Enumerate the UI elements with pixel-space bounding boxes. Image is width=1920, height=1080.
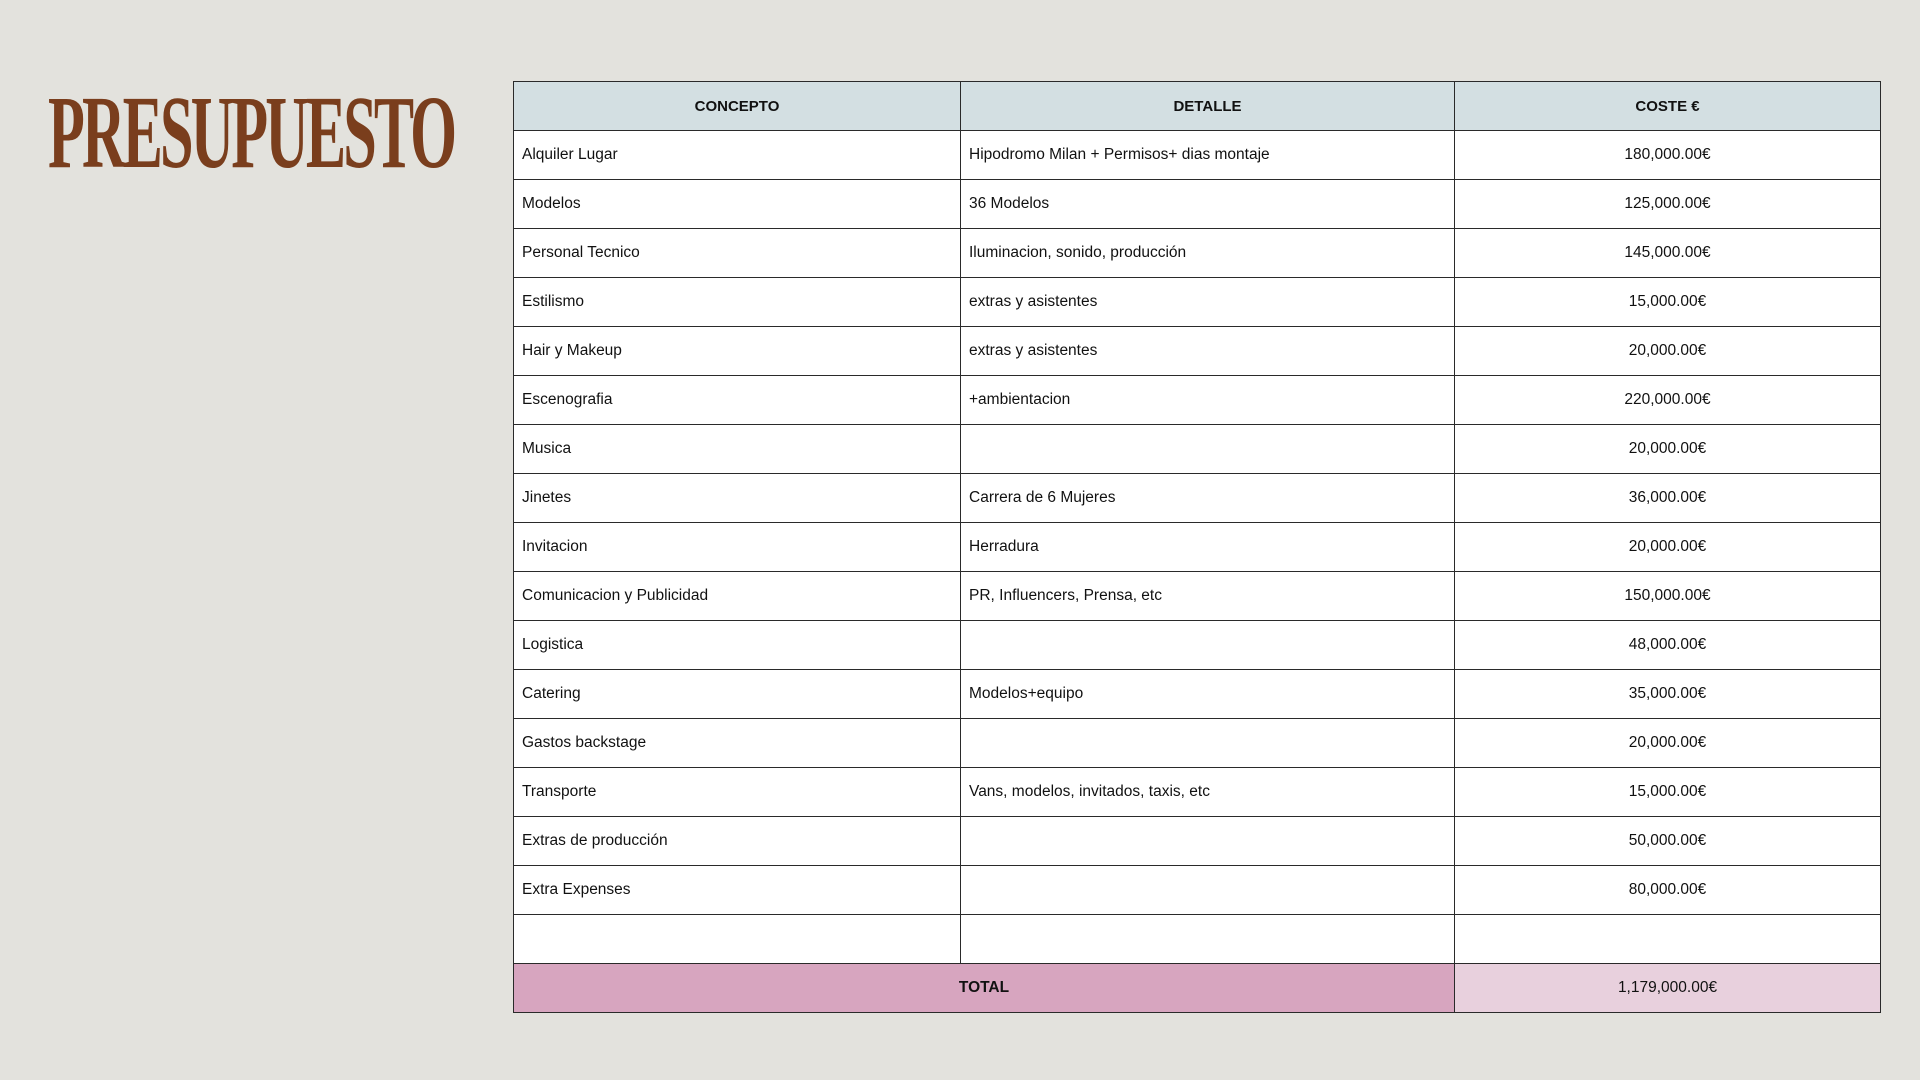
total-value: 1,179,000.00€ [1455,964,1881,1013]
table-row [514,817,1881,866]
concepto-cell: Alquiler Lugar [514,131,961,180]
detalle-cell [961,425,1455,474]
coste-cell: 15,000.00€ [1455,768,1881,817]
table-row [514,621,1881,670]
table-row [514,768,1881,817]
concepto-cell: Escenografia [514,376,961,425]
coste-cell: 80,000.00€ [1455,866,1881,915]
page-title: PRESUPUESTO [48,75,455,190]
coste-cell: 180,000.00€ [1455,131,1881,180]
detalle-cell [961,817,1455,866]
total-row [514,964,1881,1013]
coste-cell: 20,000.00€ [1455,425,1881,474]
detalle-cell [961,866,1455,915]
coste-cell: 20,000.00€ [1455,523,1881,572]
table-row-empty [514,915,1881,964]
coste-cell: 150,000.00€ [1455,572,1881,621]
concepto-cell: Estilismo [514,278,961,327]
coste-cell: 36,000.00€ [1455,474,1881,523]
concepto-cell: Modelos [514,180,961,229]
detalle-cell: +ambientacion [961,376,1455,425]
table-row [514,327,1881,376]
table-row [514,180,1881,229]
table-row [514,523,1881,572]
table-row [514,376,1881,425]
detalle-cell: Modelos+equipo [961,670,1455,719]
detalle-cell: extras y asistentes [961,278,1455,327]
table-row [514,670,1881,719]
table-row [514,425,1881,474]
header-detalle: DETALLE [961,82,1455,131]
detalle-cell: Iluminacion, sonido, producción [961,229,1455,278]
detalle-cell [961,621,1455,670]
table-row [514,866,1881,915]
coste-cell: 220,000.00€ [1455,376,1881,425]
coste-cell: 15,000.00€ [1455,278,1881,327]
coste-cell: 50,000.00€ [1455,817,1881,866]
coste-cell: 35,000.00€ [1455,670,1881,719]
detalle-cell: Vans, modelos, invitados, taxis, etc [961,768,1455,817]
detalle-cell [961,915,1455,964]
table-row [514,719,1881,768]
detalle-cell: PR, Influencers, Prensa, etc [961,572,1455,621]
concepto-cell: Musica [514,425,961,474]
header-coste: COSTE € [1455,82,1881,131]
table-row [514,572,1881,621]
concepto-cell: Hair y Makeup [514,327,961,376]
coste-cell: 145,000.00€ [1455,229,1881,278]
table-row [514,229,1881,278]
concepto-cell: Logistica [514,621,961,670]
concepto-cell: Transporte [514,768,961,817]
table-header-row [514,82,1881,131]
coste-cell [1455,915,1881,964]
budget-table [513,81,1881,1013]
coste-cell: 20,000.00€ [1455,719,1881,768]
table-row [514,131,1881,180]
table-row [514,474,1881,523]
concepto-cell: Gastos backstage [514,719,961,768]
header-concepto: CONCEPTO [514,82,961,131]
concepto-cell: Catering [514,670,961,719]
table-row [514,278,1881,327]
concepto-cell: Extras de producción [514,817,961,866]
detalle-cell: extras y asistentes [961,327,1455,376]
detalle-cell: Hipodromo Milan + Permisos+ dias montaje [961,131,1455,180]
detalle-cell: Carrera de 6 Mujeres [961,474,1455,523]
coste-cell: 125,000.00€ [1455,180,1881,229]
concepto-cell: Personal Tecnico [514,229,961,278]
coste-cell: 20,000.00€ [1455,327,1881,376]
concepto-cell: Invitacion [514,523,961,572]
detalle-cell [961,719,1455,768]
coste-cell: 48,000.00€ [1455,621,1881,670]
total-label: TOTAL [514,964,1455,1013]
detalle-cell: Herradura [961,523,1455,572]
concepto-cell: Extra Expenses [514,866,961,915]
concepto-cell: Jinetes [514,474,961,523]
concepto-cell [514,915,961,964]
detalle-cell: 36 Modelos [961,180,1455,229]
concepto-cell: Comunicacion y Publicidad [514,572,961,621]
